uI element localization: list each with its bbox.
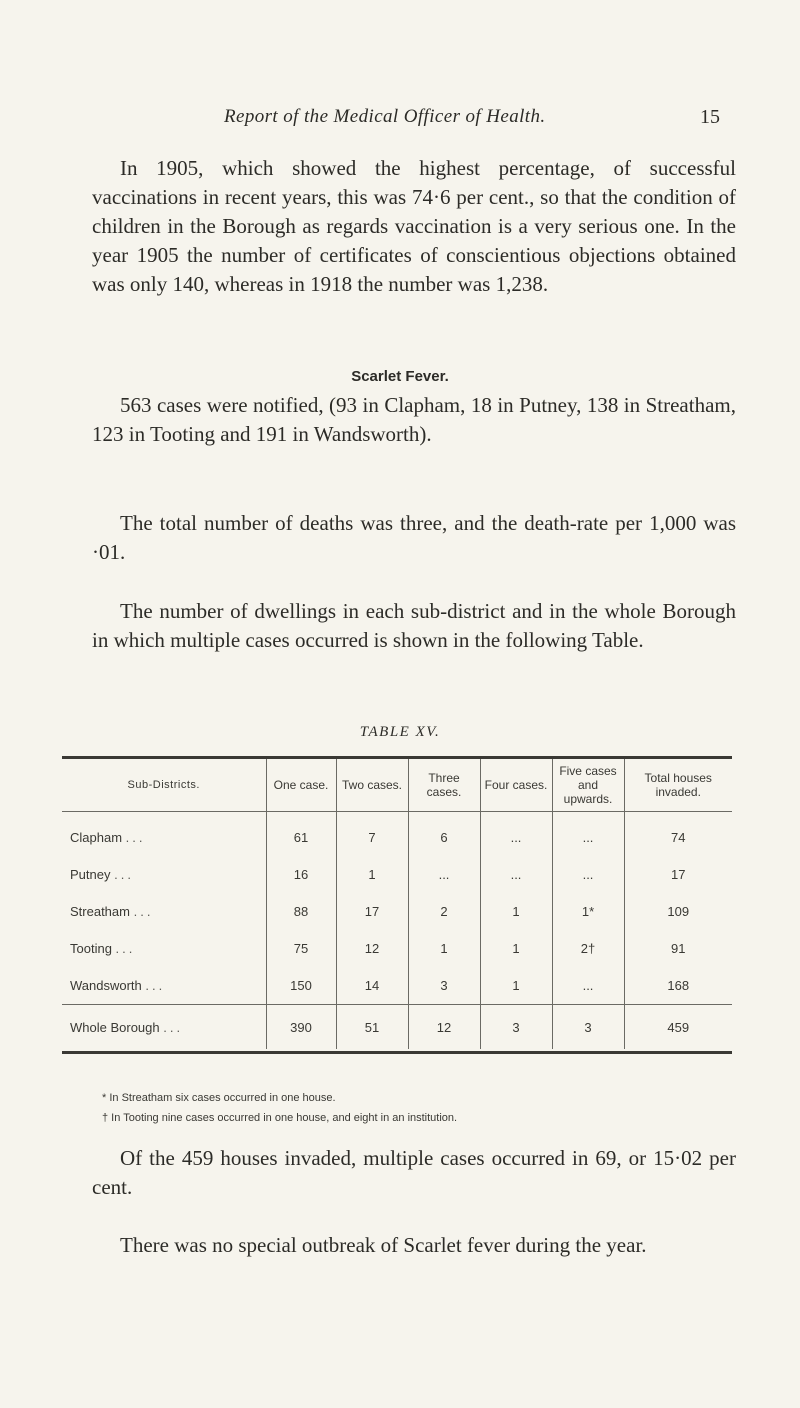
running-title: Report of the Medical Officer of Health. (224, 106, 546, 127)
row-label: Tooting ... (70, 941, 136, 956)
paragraph-cases-notified: 563 cases were notified, (93 in Clapham, 18 in Putney, 138 in Streatham, 123 in Tooting and 191 in Wandsworth). (92, 393, 736, 446)
page-number: 15 (700, 106, 720, 128)
cell-five: 3 (552, 1005, 624, 1050)
cell-total: 74 (624, 812, 732, 857)
paragraph-dwellings: The number of dwellings in each sub-district and in the whole Borough in which multiple cases occurred is shown in the following Table. (92, 599, 736, 652)
footnote-tooting: † In Tooting nine cases occurred in one house, and eight in an institution. (102, 1112, 458, 1124)
cell-three: 3 (408, 967, 480, 1005)
cell-total: 459 (624, 1005, 732, 1050)
table-title: TABLE XV. (359, 724, 441, 740)
cell-five: ... (552, 967, 624, 1005)
table-row (62, 856, 732, 893)
cell-four: ... (480, 856, 552, 893)
page-header (0, 106, 800, 136)
table-row (62, 893, 732, 930)
cell-one: 75 (266, 930, 336, 967)
cell-one: 88 (266, 893, 336, 930)
table-total-row (62, 1005, 732, 1050)
cell-four: 1 (480, 930, 552, 967)
cell-total: 168 (624, 967, 732, 1005)
col-four-cases: Four cases. (480, 759, 552, 812)
table-row (62, 967, 732, 1005)
cell-total: 109 (624, 893, 732, 930)
cell-two: 7 (336, 812, 408, 857)
cell-five: 2† (552, 930, 624, 967)
cell-one: 150 (266, 967, 336, 1005)
data-table (62, 759, 732, 1049)
cell-one: 61 (266, 812, 336, 857)
cell-total: 91 (624, 930, 732, 967)
cell-one: 16 (266, 856, 336, 893)
col-three-cases: Three cases. (408, 759, 480, 812)
cell-five: ... (552, 812, 624, 857)
cell-two: 12 (336, 930, 408, 967)
table-xv (62, 756, 732, 1054)
paragraph-vaccination: In 1905, which showed the highest percentage, of successful vaccinations in recent years, this was 74·6 per cent., so that the condition of children in the Borough as regards vaccination is a very serious one. In the year 1905 the number of certificates of conscientious objections obtained was only 140, whereas in 1918 the number was 1,238. (92, 156, 736, 296)
table-bottom-rule (62, 1051, 732, 1054)
paragraph-houses-invaded: Of the 459 houses invaded, multiple cases occurred in 69, or 15·02 per cent. (92, 1146, 736, 1199)
cell-three: ... (408, 856, 480, 893)
cell-three: 2 (408, 893, 480, 930)
row-label: Wandsworth ... (70, 978, 166, 993)
cell-four: ... (480, 812, 552, 857)
cell-two: 51 (336, 1005, 408, 1050)
section-heading: Scarlet Fever. (351, 368, 449, 385)
row-label: Putney ... (70, 867, 134, 882)
cell-five: 1* (552, 893, 624, 930)
cell-four: 1 (480, 893, 552, 930)
cell-three: 6 (408, 812, 480, 857)
col-total-houses: Total houses invaded. (624, 759, 732, 812)
col-two-cases: Two cases. (336, 759, 408, 812)
row-label: Streatham ... (70, 904, 154, 919)
table-row (62, 812, 732, 857)
cell-four: 3 (480, 1005, 552, 1050)
cell-three: 1 (408, 930, 480, 967)
row-label: Whole Borough ... (62, 1005, 266, 1050)
cell-two: 1 (336, 856, 408, 893)
cell-total: 17 (624, 856, 732, 893)
cell-three: 12 (408, 1005, 480, 1050)
cell-five: ... (552, 856, 624, 893)
paragraph-deaths: The total number of deaths was three, and the death-rate per 1,000 was ·01. (92, 511, 736, 564)
table-row (62, 930, 732, 967)
cell-two: 17 (336, 893, 408, 930)
col-sub-districts: Sub-Districts. (62, 759, 266, 812)
cell-four: 1 (480, 967, 552, 1005)
row-label: Clapham ... (70, 830, 146, 845)
cell-two: 14 (336, 967, 408, 1005)
cell-one: 390 (266, 1005, 336, 1050)
paragraph-no-outbreak: There was no special outbreak of Scarlet fever during the year. (120, 1233, 647, 1257)
col-one-case: One case. (266, 759, 336, 812)
col-five-cases: Five cases and upwards. (552, 759, 624, 812)
footnote-streatham: * In Streatham six cases occurred in one house. (102, 1092, 336, 1104)
table-header-row (62, 759, 732, 812)
